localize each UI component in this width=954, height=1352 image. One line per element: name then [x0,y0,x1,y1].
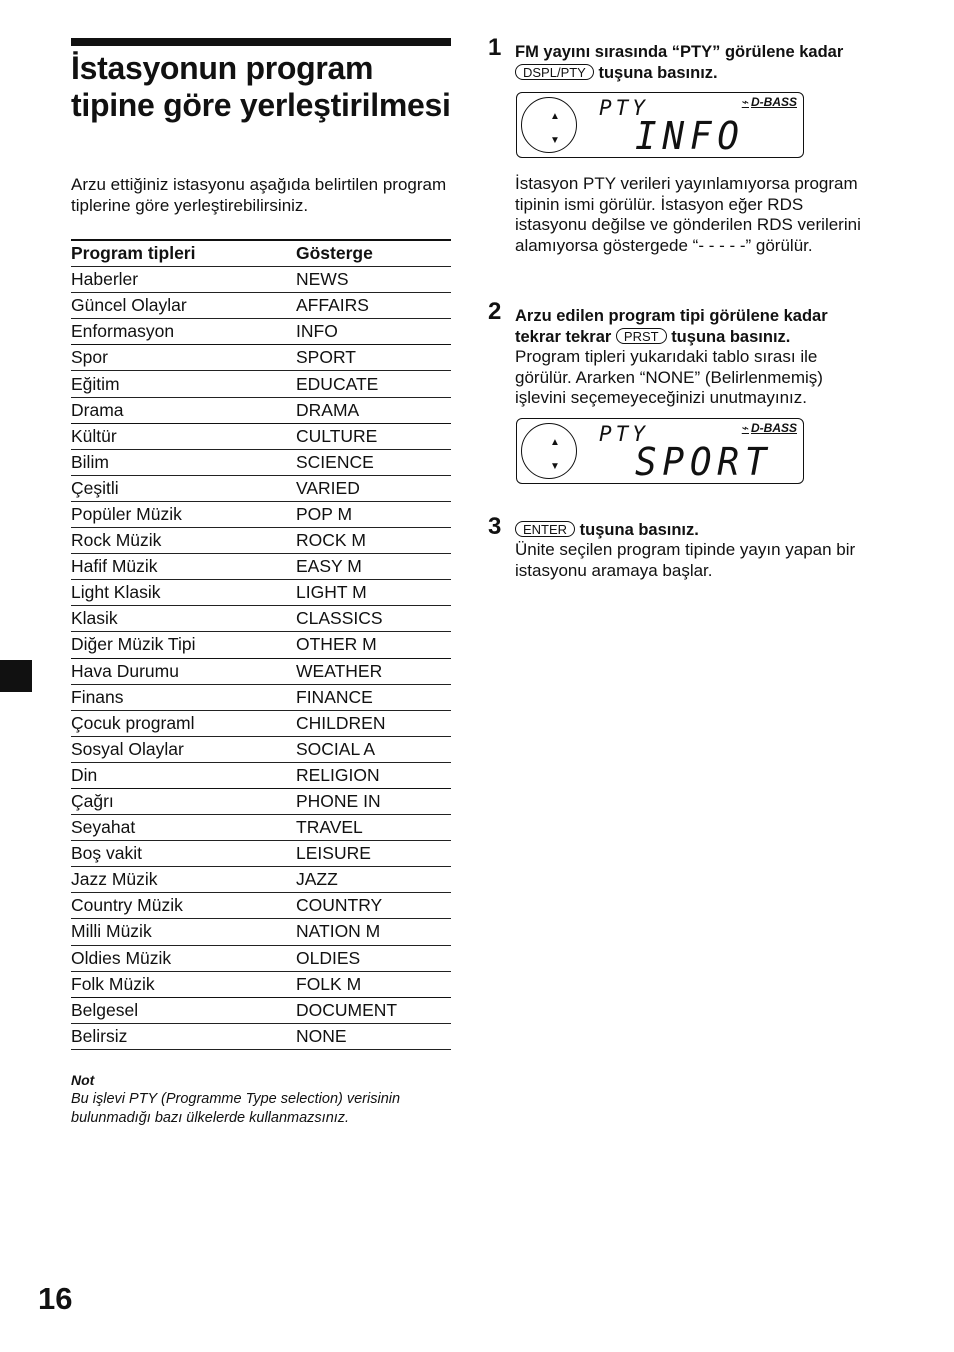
step-2-body: Program tipleri yukarıdaki tablo sırası ile görülür. Ararken “NONE” (Belirlenmemiş) işlevini seçemeyeceğinizi unutmayınız. [515,347,823,407]
dbass-indicator: ⌁ D-BASS [741,421,797,435]
display-code-cell: OTHER M [296,632,451,658]
program-type-cell: Çocuk programl [71,710,296,736]
note-heading: Not [71,1072,95,1088]
program-type-cell: Kültür [71,423,296,449]
lcd-pty-label: PTY [599,96,649,120]
display-code-cell: LEISURE [296,841,451,867]
step-2-title-end: tuşuna basınız. [671,327,791,346]
table-row [71,423,451,449]
table-row [71,606,451,632]
up-arrow-icon: ▲ [550,437,560,448]
table-row [71,945,451,971]
program-type-cell: Spor [71,345,296,371]
display-code-cell: WEATHER [296,658,451,684]
lcd-pty-label: PTY [599,422,649,446]
display-code-cell: RELIGION [296,762,451,788]
display-code-cell: NONE [296,1023,451,1049]
program-type-cell: Hava Durumu [71,658,296,684]
table-row [71,319,451,345]
display-code-cell: AFFAIRS [296,293,451,319]
program-type-cell: Çeşitli [71,475,296,501]
table-row [71,449,451,475]
step-2-title-text: Arzu edilen program tipi görülene kadar tekrar tekrar [515,307,828,346]
table-row [71,893,451,919]
table-header-row [71,240,451,267]
dbass-wave-icon: ⌁ [741,421,749,435]
step-1-body: İstasyon PTY verileri yayınlamıyorsa program tipinin ismi görülür. İstasyon eğer RDS istasyonu değilse ve gönderilen RDS verilerini alamıyorsa göstergede “- - - - -” görülür. [515,174,861,255]
dbass-indicator: ⌁ D-BASS [741,95,797,109]
step-2-number: 2 [488,298,502,325]
note-text: Bu işlevi PTY (Programme Type selection) verisinin bulunmadığı bazı ülkelerde kullanmazsınız. [71,1091,401,1126]
program-type-cell: Bilim [71,449,296,475]
display-code-cell: CULTURE [296,423,451,449]
table-body [71,267,451,1050]
down-arrow-icon: ▼ [550,135,560,146]
table-row [71,267,451,293]
display-code-cell: DRAMA [296,397,451,423]
program-type-cell: Sosyal Olaylar [71,736,296,762]
display-code-cell: TRAVEL [296,815,451,841]
step-1-number: 1 [488,34,502,61]
step-3-title [515,520,875,541]
step-3-title-end: tuşuna basınız. [579,521,699,539]
table-row [71,632,451,658]
program-type-cell: Boş vakit [71,841,296,867]
display-code-cell: SPORT [296,345,451,371]
table-row [71,788,451,814]
step-3-body: Ünite seçilen program tipinde yayın yapan bir istasyonu aramaya başlar. [515,540,856,580]
program-type-cell: Seyahat [71,815,296,841]
intro-text: Arzu ettiğiniz istasyonu aşağıda belirtilen program tiplerine göre yerleştirebilirsiniz. [71,175,447,215]
display-code-cell: COUNTRY [296,893,451,919]
table-row [71,684,451,710]
table-row [71,658,451,684]
display-code-cell: SCIENCE [296,449,451,475]
step-1-title-text: FM yayını sırasında “PTY” görülene kadar [515,43,844,61]
seek-dial [521,97,577,153]
display-code-cell: FINANCE [296,684,451,710]
display-code-cell: CLASSICS [296,606,451,632]
table-row [71,736,451,762]
section-tab-marker [0,660,32,692]
program-type-cell: Popüler Müzik [71,501,296,527]
display-code-cell: POP M [296,501,451,527]
prst-key: PRST [616,328,667,344]
enter-key: ENTER [515,521,575,537]
display-code-cell: ROCK M [296,528,451,554]
table-row [71,528,451,554]
table-row [71,501,451,527]
program-type-cell: Din [71,762,296,788]
display-code-cell: SOCIAL A [296,736,451,762]
program-type-cell: Enformasyon [71,319,296,345]
step-2-title [515,306,870,347]
display-code-cell: PHONE IN [296,788,451,814]
program-type-cell: Haberler [71,267,296,293]
program-type-cell: Oldies Müzik [71,945,296,971]
program-type-cell: Rock Müzik [71,528,296,554]
display-code-cell: DOCUMENT [296,997,451,1023]
down-arrow-icon: ▼ [550,461,560,472]
table-row [71,371,451,397]
program-type-cell: Hafif Müzik [71,554,296,580]
table-row [71,1023,451,1049]
table-row [71,345,451,371]
program-type-cell: Country Müzik [71,893,296,919]
table-row [71,867,451,893]
program-type-cell: Finans [71,684,296,710]
program-type-cell: Çağrı [71,788,296,814]
display-code-cell: NEWS [296,267,451,293]
seek-dial [521,423,577,479]
table-row [71,997,451,1023]
step-1-title [515,42,875,83]
lcd-display-sport [516,418,804,484]
table-row [71,971,451,997]
program-type-cell: Folk Müzik [71,971,296,997]
dspl-pty-key: DSPL/PTY [515,64,594,80]
program-type-cell: Belirsiz [71,1023,296,1049]
title-rule [71,38,451,46]
table-row [71,475,451,501]
display-code-cell: EASY M [296,554,451,580]
display-code-cell: EDUCATE [296,371,451,397]
program-type-cell: Jazz Müzik [71,867,296,893]
program-type-cell: Eğitim [71,371,296,397]
program-type-table [71,239,451,1050]
table-row [71,554,451,580]
page-number: 16 [38,1281,73,1316]
program-type-cell: Drama [71,397,296,423]
table-row [71,293,451,319]
program-type-cell: Light Klasik [71,580,296,606]
display-code-cell: OLDIES [296,945,451,971]
table-row [71,815,451,841]
table-row [71,710,451,736]
display-code-cell: VARIED [296,475,451,501]
program-type-cell: Milli Müzik [71,919,296,945]
dbass-wave-icon: ⌁ [741,95,749,109]
column-header-program-type: Program tipleri [71,240,296,267]
program-type-cell: Klasik [71,606,296,632]
program-type-cell: Güncel Olaylar [71,293,296,319]
display-code-cell: LIGHT M [296,580,451,606]
display-code-cell: JAZZ [296,867,451,893]
display-code-cell: FOLK M [296,971,451,997]
step-1-title-end: tuşuna basınız. [598,63,718,82]
display-code-cell: INFO [296,319,451,345]
program-type-cell: Belgesel [71,997,296,1023]
lcd-main-text: SPORT [635,440,773,484]
lcd-display-info [516,92,804,158]
display-code-cell: NATION M [296,919,451,945]
column-header-display: Gösterge [296,240,451,267]
table-row [71,919,451,945]
step-3-number: 3 [488,513,502,540]
lcd-main-text: INFO [635,114,745,158]
table-row [71,397,451,423]
table-row [71,762,451,788]
table-row [71,580,451,606]
up-arrow-icon: ▲ [550,111,560,122]
page-title: İstasyonun program tipine göre yerleştirilmesi [71,50,451,123]
display-code-cell: CHILDREN [296,710,451,736]
table-row [71,841,451,867]
program-type-cell: Diğer Müzik Tipi [71,632,296,658]
